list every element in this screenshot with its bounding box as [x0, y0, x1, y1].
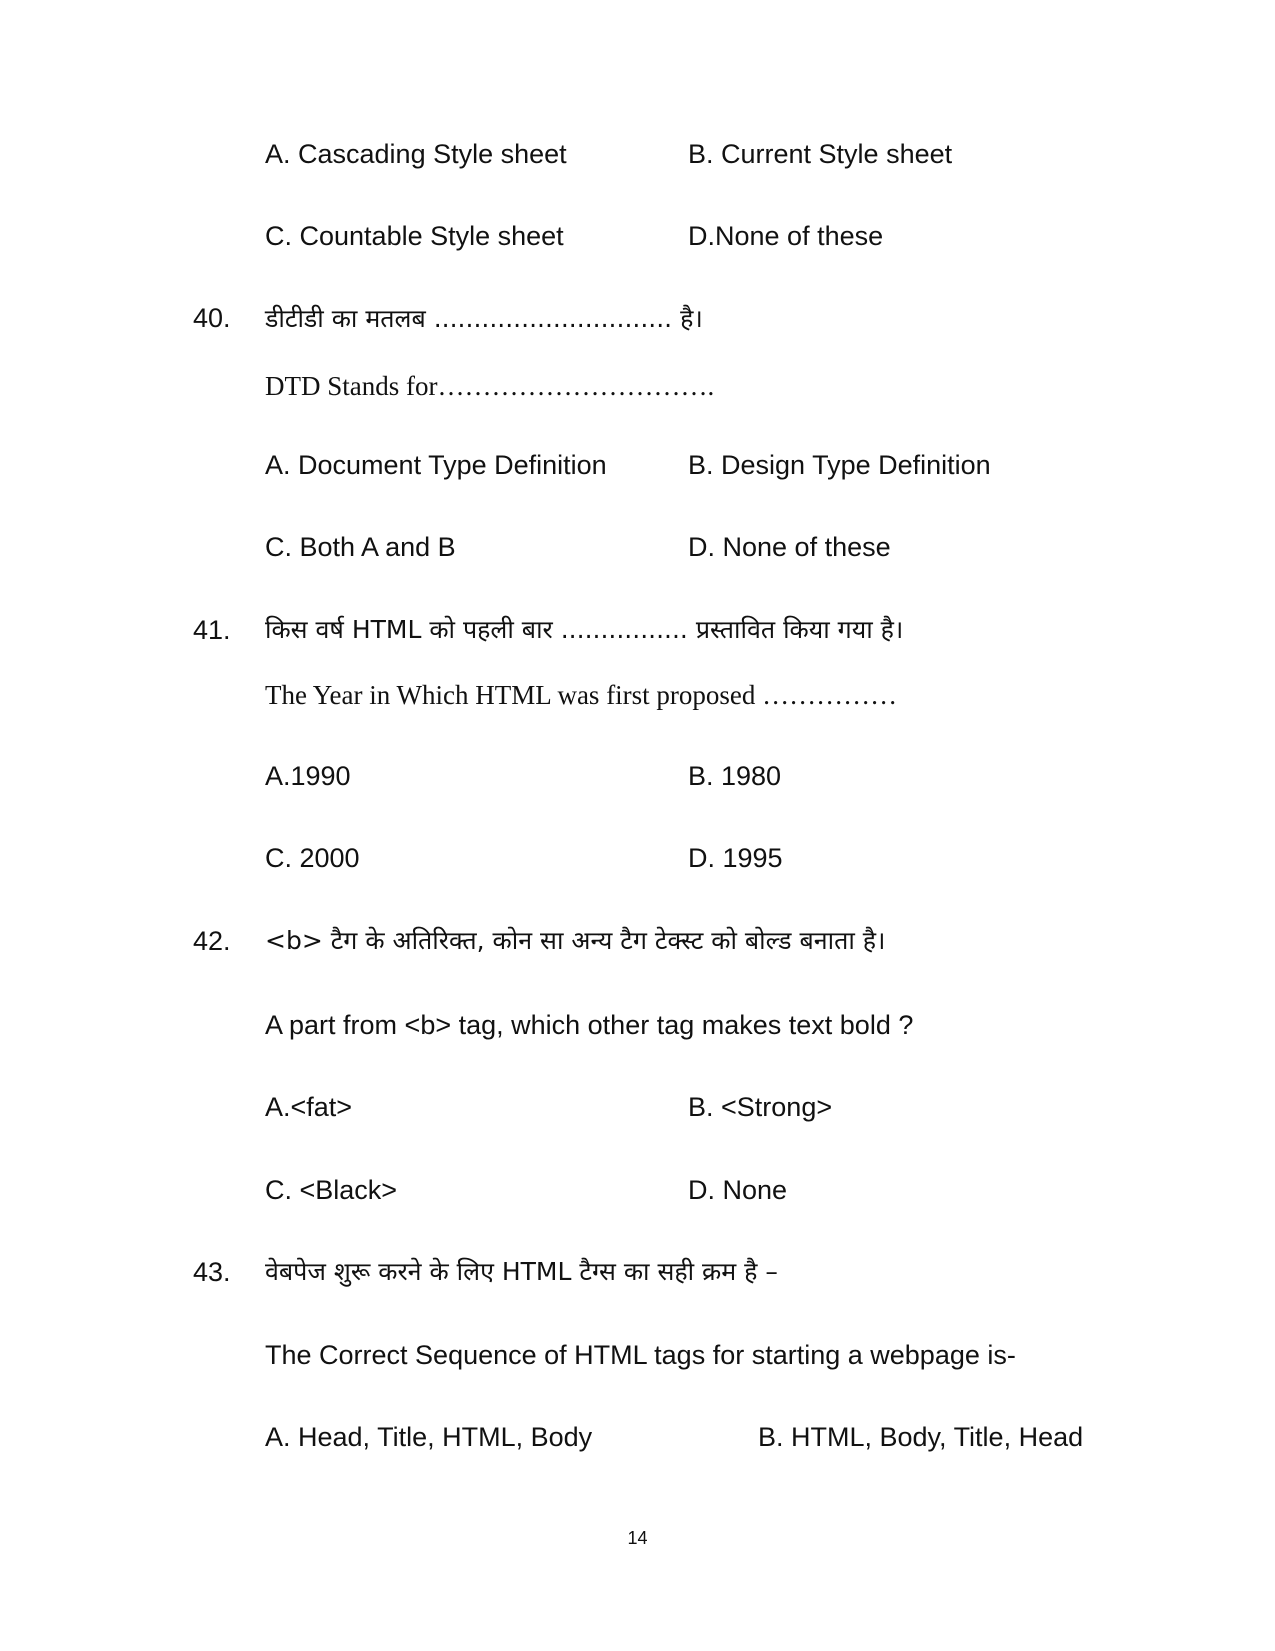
question-number: 40. [193, 303, 231, 333]
q42-option-a: A.<fat> [265, 1092, 353, 1122]
q43-option-a: A. Head, Title, HTML, Body [265, 1422, 593, 1452]
q41-option-b: B. 1980 [688, 761, 782, 791]
q41-option-d: D. 1995 [688, 843, 783, 873]
question-text-english: A part from <b> tag, which other tag makes text bold ? [265, 1010, 914, 1040]
q42-option-b: B. <Strong> [688, 1092, 833, 1122]
page-number: 14 [627, 1528, 648, 1548]
question-number: 42. [193, 926, 231, 956]
question-text-english: DTD Stands for…………………………. [265, 371, 715, 401]
question-text-hindi: वेबपेज शुरू करने के लिए HTML टैग्स का सही क्रम है – [265, 1257, 778, 1286]
q41-option-a: A.1990 [265, 761, 351, 791]
q40-option-a: A. Document Type Definition [265, 450, 607, 480]
q40-option-b: B. Design Type Definition [688, 450, 991, 480]
question-number: 43. [193, 1257, 231, 1287]
q43-option-b: B. HTML, Body, Title, Head [758, 1422, 1084, 1452]
question-text-english: The Correct Sequence of HTML tags for starting a webpage is- [265, 1340, 1016, 1370]
question-text-hindi: <b> टैग के अतिरिक्त, कोन सा अन्य टैग टेक्स्ट को बोल्ड बनाता है। [265, 926, 886, 955]
q40-option-d: D. None of these [688, 532, 891, 562]
q42-option-d: D. None [688, 1175, 788, 1205]
question-number: 41. [193, 615, 231, 645]
question-text-hindi: डीटीडी का मतलब .............................. है। [265, 304, 703, 333]
q40-option-c: C. Both A and B [265, 532, 456, 562]
q42-option-c: C. <Black> [265, 1175, 398, 1205]
q39-option-c: C. Countable Style sheet [265, 221, 564, 251]
question-text-hindi: किस वर्ष HTML को पहली बार ................ प्रस्तावित किया गया है। [265, 615, 904, 644]
question-text-english: The Year in Which HTML was first proposed …………… [265, 680, 898, 710]
q41-option-c: C. 2000 [265, 843, 360, 873]
q39-option-a: A. Cascading Style sheet [265, 139, 567, 169]
q39-option-b: B. Current Style sheet [688, 139, 953, 169]
q39-option-d: D.None of these [688, 221, 884, 251]
